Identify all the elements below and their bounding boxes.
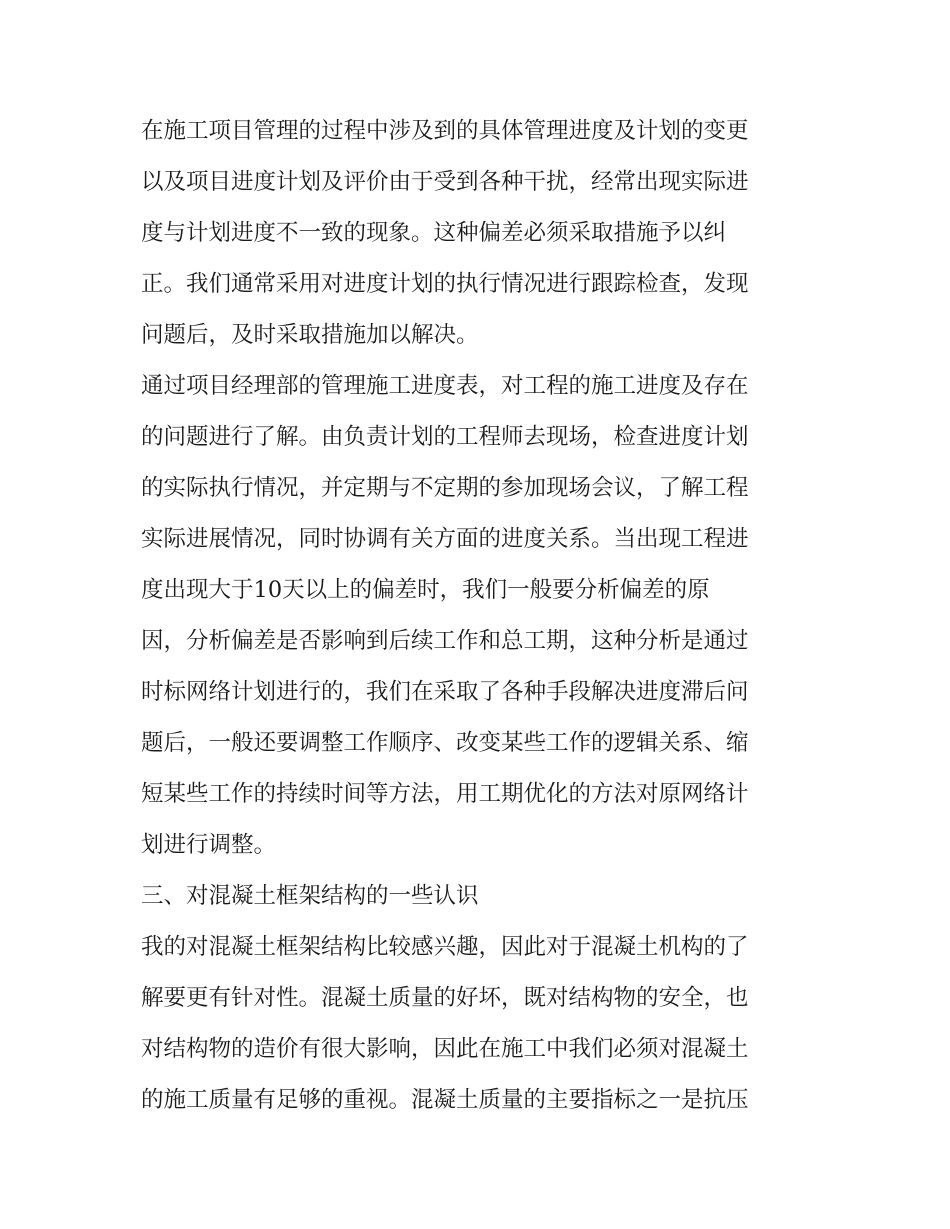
- text-line: 度出现大于10天以上的偏差时，我们一般要分析偏差的原: [141, 577, 710, 603]
- paragraph-schedule-deviation: [141, 106, 821, 361]
- section-heading: [141, 871, 821, 922]
- text-line: 在施工项目管理的过程中涉及到的具体管理进度及计划的变更: [141, 118, 749, 144]
- paragraph-progress-tracking: [141, 361, 821, 871]
- text-line: 问题后，及时采取措施加以解决。: [141, 322, 479, 348]
- text-line: 我的对混凝土框架结构比较感兴趣，因此对于混凝土机构的了: [141, 934, 749, 960]
- text-line: 题后，一般还要调整工作顺序、改变某些工作的逻辑关系、缩: [141, 730, 749, 756]
- paragraph-concrete-quality: [141, 922, 821, 1126]
- text-line: 度与计划进度不一致的现象。这种偏差必须采取措施予以纠: [141, 220, 727, 246]
- section-heading-text: 三、对混凝土框架结构的一些认识: [141, 883, 479, 909]
- text-line: 的问题进行了解。由负责计划的工程师去现场，检查进度计划: [141, 424, 749, 450]
- text-line: 对结构物的造价有很大影响，因此在施工中我们必须对混凝土: [141, 1036, 749, 1062]
- text-line: 时标网络计划进行的，我们在采取了各种手段解决进度滞后问: [141, 679, 749, 705]
- text-line: 实际进展情况，同时协调有关方面的进度关系。当出现工程进: [141, 526, 749, 552]
- text-line: 通过项目经理部的管理施工进度表，对工程的施工进度及存在: [141, 373, 749, 399]
- text-line: 正。我们通常采用对进度计划的执行情况进行跟踪检查，发现: [141, 271, 749, 297]
- text-line: 的施工质量有足够的重视。混凝土质量的主要指标之一是抗压: [141, 1087, 749, 1113]
- text-line: 因，分析偏差是否影响到后续工作和总工期，这种分析是通过: [141, 628, 749, 654]
- text-line: 以及项目进度计划及评价由于受到各种干扰，经常出现实际进: [141, 169, 749, 195]
- text-line: 短某些工作的持续时间等方法，用工期优化的方法对原网络计: [141, 781, 749, 807]
- text-line: 的实际执行情况，并定期与不定期的参加现场会议，了解工程: [141, 475, 749, 501]
- text-line: 划进行调整。: [141, 832, 277, 858]
- document-body: [141, 106, 821, 1126]
- text-line: 解要更有针对性。混凝土质量的好坏，既对结构物的安全，也: [141, 985, 749, 1011]
